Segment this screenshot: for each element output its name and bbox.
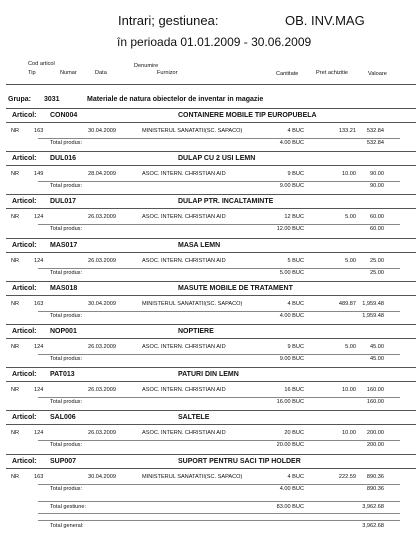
col-denumire: Denumire: [134, 63, 159, 69]
article-label: Articol:: [12, 198, 37, 205]
article-code: PAT013: [50, 371, 75, 378]
article-name: NOPTIERE: [178, 328, 214, 335]
group-label: Grupa:: [8, 96, 31, 103]
row-pret: 10.00: [342, 430, 356, 436]
total-produs-valoare: 1,959.48: [362, 313, 384, 319]
row-cantitate: 12 BUC: [284, 214, 304, 220]
article-label: Articol:: [12, 242, 37, 249]
row-pret: 133.21: [338, 128, 356, 134]
row-data: 26.03.2009: [88, 387, 116, 393]
article-name: MASA LEMN: [178, 242, 221, 249]
row-cantitate: 9 BUC: [287, 171, 304, 177]
article-name: SALTELE: [178, 414, 210, 421]
row-data: 30.04.2009: [88, 128, 116, 134]
row-tip: NR: [11, 430, 20, 436]
total-produs-cantitate: 4.00 BUC: [279, 313, 304, 319]
row-pret: 5.00: [345, 344, 356, 350]
article-label: Articol:: [12, 458, 37, 465]
article-code: DUL016: [50, 155, 77, 162]
total-produs-rule: [38, 397, 400, 398]
article-rule: [6, 410, 416, 411]
total-produs-rule: [38, 138, 400, 139]
total-produs-cantitate: 20.00 BUC: [276, 442, 304, 448]
row-furnizor: MINISTERUL SANATATII(SC. SAPACO): [142, 128, 243, 134]
row-cantitate: 4 BUC: [287, 301, 304, 307]
row-tip: NR: [11, 258, 20, 264]
total-produs-label: Total produs:: [50, 399, 83, 405]
row-pret: 222.59: [338, 474, 356, 480]
total-produs-valoare: 532.84: [366, 140, 384, 146]
article-code: MAS018: [50, 285, 78, 292]
group-code: 3031: [44, 96, 60, 103]
total-produs-label: Total produs:: [50, 442, 83, 448]
row-numar: 163: [34, 474, 44, 480]
total-gestiune-rule-bottom: [38, 513, 400, 514]
row-data: 26.03.2009: [88, 258, 116, 264]
gestiune-name: OB. INV.MAG: [285, 13, 365, 28]
article-header-rule: [6, 295, 416, 296]
total-produs-rule: [38, 484, 400, 485]
total-gestiune-valoare: 3,962.68: [362, 504, 384, 510]
row-cantitate: 9 BUC: [287, 344, 304, 350]
total-produs-valoare: 45.00: [370, 356, 384, 362]
total-produs-valoare: 890.36: [366, 486, 384, 492]
total-produs-label: Total produs:: [50, 226, 83, 232]
article-name: SUPORT PENTRU SACI TIP HOLDER: [178, 458, 301, 465]
row-numar: 163: [34, 128, 44, 134]
row-valoare: 532.84: [366, 128, 384, 134]
total-produs-cantitate: 9.00 BUC: [279, 356, 304, 362]
article-rule: [6, 194, 416, 195]
total-produs-valoare: 90.00: [370, 183, 384, 189]
total-general-valoare: 3,962.68: [362, 523, 384, 529]
report-title: Intrari; gestiunea:: [118, 13, 219, 28]
article-header-rule: [6, 165, 416, 166]
article-code: NOP001: [50, 328, 77, 335]
row-data: 28.04.2009: [88, 171, 116, 177]
article-code: MAS017: [50, 242, 78, 249]
total-produs-rule: [38, 354, 400, 355]
row-furnizor: ASOC. INTERN. CHRISTIAN AID: [142, 430, 226, 436]
total-produs-valoare: 160.00: [366, 399, 384, 405]
article-rule: [6, 367, 416, 368]
total-produs-cantitate: 5.00 BUC: [279, 270, 304, 276]
row-cantitate: 4 BUC: [287, 474, 304, 480]
article-code: SAL006: [50, 414, 76, 421]
row-tip: NR: [11, 214, 20, 220]
row-tip: NR: [11, 387, 20, 393]
col-numar: Numar: [60, 70, 77, 76]
article-header-rule: [6, 122, 416, 123]
report-period: în perioada 01.01.2009 - 30.06.2009: [117, 35, 312, 49]
row-tip: NR: [11, 171, 20, 177]
total-produs-label: Total produs:: [50, 313, 83, 319]
article-code: SUP007: [50, 458, 77, 465]
row-valoare: 25.00: [370, 258, 384, 264]
row-furnizor: ASOC. INTERN. CHRISTIAN AID: [142, 214, 226, 220]
row-numar: 124: [34, 214, 44, 220]
article-name: DULAP PTR. INCALTAMINTE: [178, 198, 274, 205]
article-rule: [6, 108, 416, 109]
row-data: 26.03.2009: [88, 214, 116, 220]
total-produs-cantitate: 4.00 BUC: [279, 140, 304, 146]
row-furnizor: MINISTERUL SANATATII(SC. SAPACO): [142, 474, 243, 480]
col-pret-achizitie: Pret achizitie: [316, 70, 349, 76]
row-data: 26.03.2009: [88, 430, 116, 436]
article-rule: [6, 238, 416, 239]
total-produs-cantitate: 12.00 BUC: [276, 226, 304, 232]
row-cantitate: 20 BUC: [284, 430, 304, 436]
row-tip: NR: [11, 344, 20, 350]
row-valoare: 90.00: [370, 171, 384, 177]
total-gestiune-label: Total gestiune:: [50, 504, 87, 510]
row-tip: NR: [11, 474, 20, 480]
article-header-rule: [6, 381, 416, 382]
total-produs-rule: [38, 181, 400, 182]
col-tip: Tip: [28, 70, 36, 76]
total-general-rule: [38, 520, 400, 521]
article-label: Articol:: [12, 371, 37, 378]
row-furnizor: ASOC. INTERN. CHRISTIAN AID: [142, 344, 226, 350]
article-name: PATURI DIN LEMN: [178, 371, 239, 378]
total-general-label: Total general:: [50, 523, 84, 529]
row-numar: 124: [34, 430, 44, 436]
article-header-rule: [6, 468, 416, 469]
article-label: Articol:: [12, 112, 37, 119]
row-furnizor: MINISTERUL SANATATII(SC. SAPACO): [142, 301, 243, 307]
row-valoare: 1,959.48: [362, 301, 384, 307]
row-tip: NR: [11, 128, 20, 134]
row-valoare: 60.00: [370, 214, 384, 220]
col-cod-articol: Cod articol: [28, 61, 55, 67]
total-gestiune-rule: [38, 501, 400, 502]
article-name: MASUTE MOBILE DE TRATAMENT: [178, 285, 293, 292]
total-produs-valoare: 200.00: [366, 442, 384, 448]
col-furnizor: Furnizor: [157, 70, 178, 76]
row-furnizor: ASOC. INTERN. CHRISTIAN AID: [142, 387, 226, 393]
article-label: Articol:: [12, 155, 37, 162]
total-produs-cantitate: 16.00 BUC: [276, 399, 304, 405]
row-valoare: 200.00: [366, 430, 384, 436]
row-data: 26.03.2009: [88, 344, 116, 350]
row-data: 30.04.2009: [88, 474, 116, 480]
total-produs-valoare: 25.00: [370, 270, 384, 276]
total-produs-rule: [38, 268, 400, 269]
article-rule: [6, 454, 416, 455]
total-produs-rule: [38, 224, 400, 225]
row-tip: NR: [11, 301, 20, 307]
total-produs-label: Total produs:: [50, 356, 83, 362]
total-produs-label: Total produs:: [50, 486, 83, 492]
total-produs-cantitate: 4.00 BUC: [279, 486, 304, 492]
article-label: Articol:: [12, 414, 37, 421]
total-produs-rule: [38, 440, 400, 441]
row-pret: 10.00: [342, 387, 356, 393]
row-valoare: 160.00: [366, 387, 384, 393]
group-name: Materiale de natura obiectelor de inventar in magazie: [87, 96, 264, 103]
article-code: DUL017: [50, 198, 77, 205]
row-pret: 489.87: [338, 301, 356, 307]
article-rule: [6, 281, 416, 282]
article-rule: [6, 151, 416, 152]
row-furnizor: ASOC. INTERN. CHRISTIAN AID: [142, 258, 226, 264]
article-label: Articol:: [12, 328, 37, 335]
row-cantitate: 4 BUC: [287, 128, 304, 134]
row-pret: 5.00: [345, 214, 356, 220]
article-name: DULAP CU 2 USI LEMN: [178, 155, 256, 162]
article-label: Articol:: [12, 285, 37, 292]
article-rule: [6, 324, 416, 325]
total-gestiune-cantitate: 83.00 BUC: [276, 504, 304, 510]
row-furnizor: ASOC. INTERN. CHRISTIAN AID: [142, 171, 226, 177]
row-numar: 124: [34, 387, 44, 393]
article-code: CON004: [50, 112, 78, 119]
total-produs-cantitate: 9.00 BUC: [279, 183, 304, 189]
total-produs-label: Total produs:: [50, 270, 83, 276]
article-header-rule: [6, 208, 416, 209]
col-cantitate: Cantitate: [276, 71, 299, 77]
article-header-rule: [6, 338, 416, 339]
total-produs-label: Total produs:: [50, 183, 83, 189]
row-numar: 149: [34, 171, 44, 177]
row-valoare: 890.36: [366, 474, 384, 480]
row-cantitate: 16 BUC: [284, 387, 304, 393]
row-cantitate: 5 BUC: [287, 258, 304, 264]
row-pret: 10.00: [342, 171, 356, 177]
total-produs-valoare: 60.00: [370, 226, 384, 232]
col-data: Data: [95, 70, 107, 76]
total-produs-label: Total produs:: [50, 140, 83, 146]
row-numar: 124: [34, 344, 44, 350]
article-header-rule: [6, 252, 416, 253]
header-rule: [6, 84, 416, 85]
article-name: CONTAINERE MOBILE TIP EUROPUBELA: [178, 112, 317, 119]
row-numar: 163: [34, 301, 44, 307]
article-header-rule: [6, 424, 416, 425]
row-data: 30.04.2009: [88, 301, 116, 307]
row-valoare: 45.00: [370, 344, 384, 350]
row-pret: 5.00: [345, 258, 356, 264]
total-produs-rule: [38, 311, 400, 312]
row-numar: 124: [34, 258, 44, 264]
col-valoare: Valoare: [368, 71, 387, 77]
